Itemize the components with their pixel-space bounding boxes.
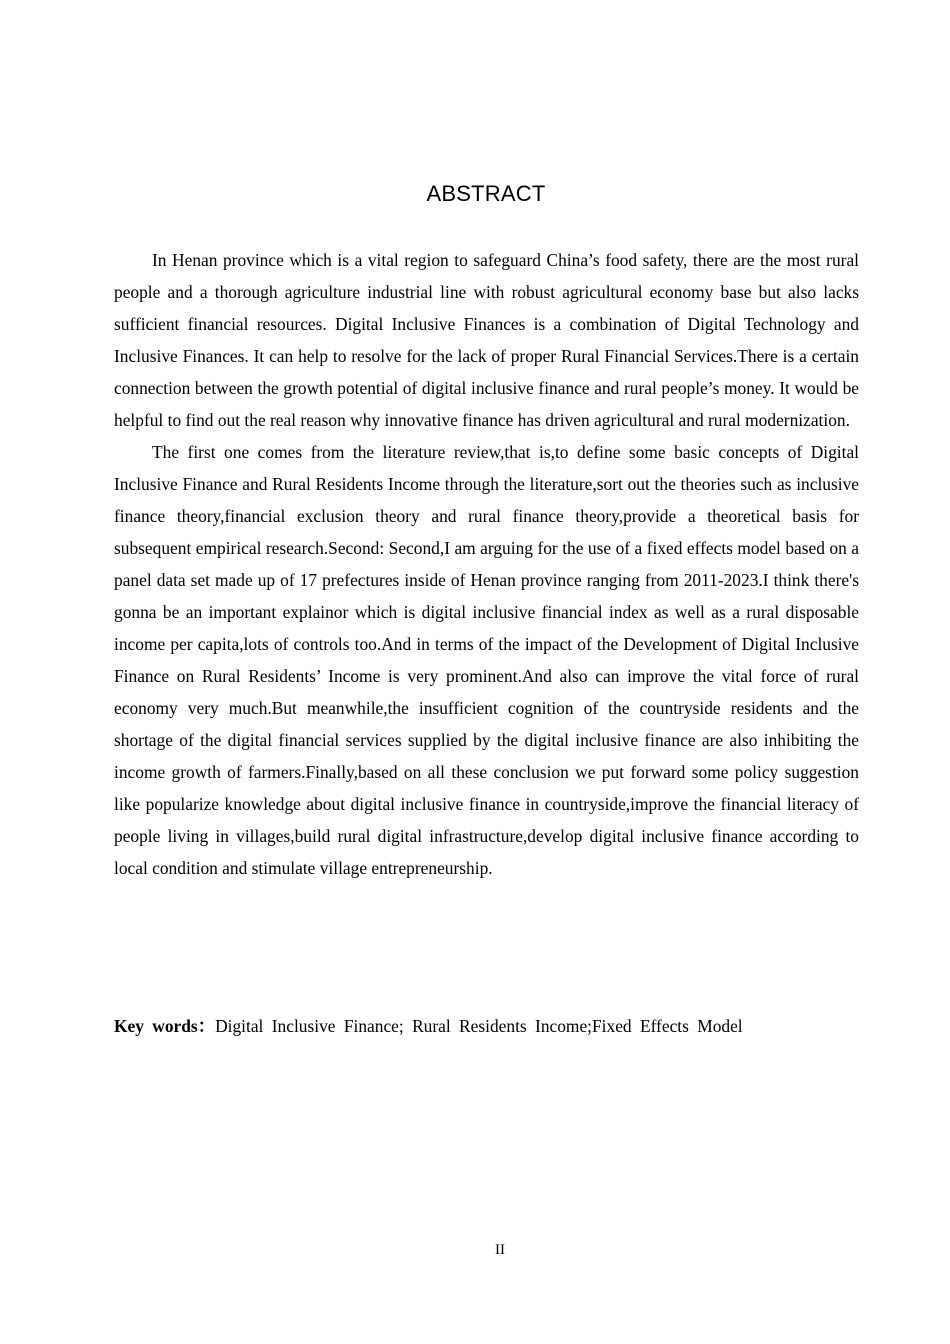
abstract-body: [114, 244, 859, 884]
page-title: ABSTRACT: [426, 181, 546, 206]
keywords-value: Digital Inclusive Finance; Rural Residents Income;Fixed Effects Model: [215, 1016, 743, 1036]
abstract-paragraph-2: The first one comes from the literature review,that is,to define some basic concepts of Digital Inclusive Finance and Rural Residents Income through the literature,sort out the theories such as inclusive finance theory,financial exclusion theory and rural finance theory,provide a theoretical basis for subsequent empirical research.Second: Second,I am arguing for the use of a fixed effects model based on a panel data set made up of 17 prefectures inside of Henan province ranging from 2011-2023.I think there's gonna be an important explainor which is digital inclusive financial index as well as a rural disposable income per capita,lots of controls too.And in terms of the impact of the Development of Digital Inclusive Finance on Rural Residents’ Income is very prominent.And also can improve the vital force of rural economy very much.But meanwhile,the insufficient cognition of the countryside residents and the shortage of the digital financial services supplied by the digital inclusive finance are also inhibiting the income growth of farmers.Finally,based on all these conclusion we put forward some policy suggestion like popularize knowledge about digital inclusive finance in countryside,improve the financial literacy of people living in villages,build rural digital infrastructure,develop digital inclusive finance according to local condition and stimulate village entrepreneurship.: [114, 442, 859, 878]
keywords-label: Key words：: [114, 1016, 216, 1036]
abstract-paragraph-1: In Henan province which is a vital region to safeguard China’s food safety, there are the most rural people and a thorough agriculture industrial line with robust agricultural economy base but also lacks sufficient financial resources. Digital Inclusive Finances is a combination of Digital Technology and Inclusive Finances. It can help to resolve for the lack of proper Rural Financial Services.There is a certain connection between the growth potential of digital inclusive finance and rural people’s money. It would be helpful to find out the real reason why innovative finance has driven agricultural and rural modernization.: [114, 250, 859, 430]
keywords-line: [114, 1010, 859, 1042]
page-number: II: [495, 1242, 505, 1258]
